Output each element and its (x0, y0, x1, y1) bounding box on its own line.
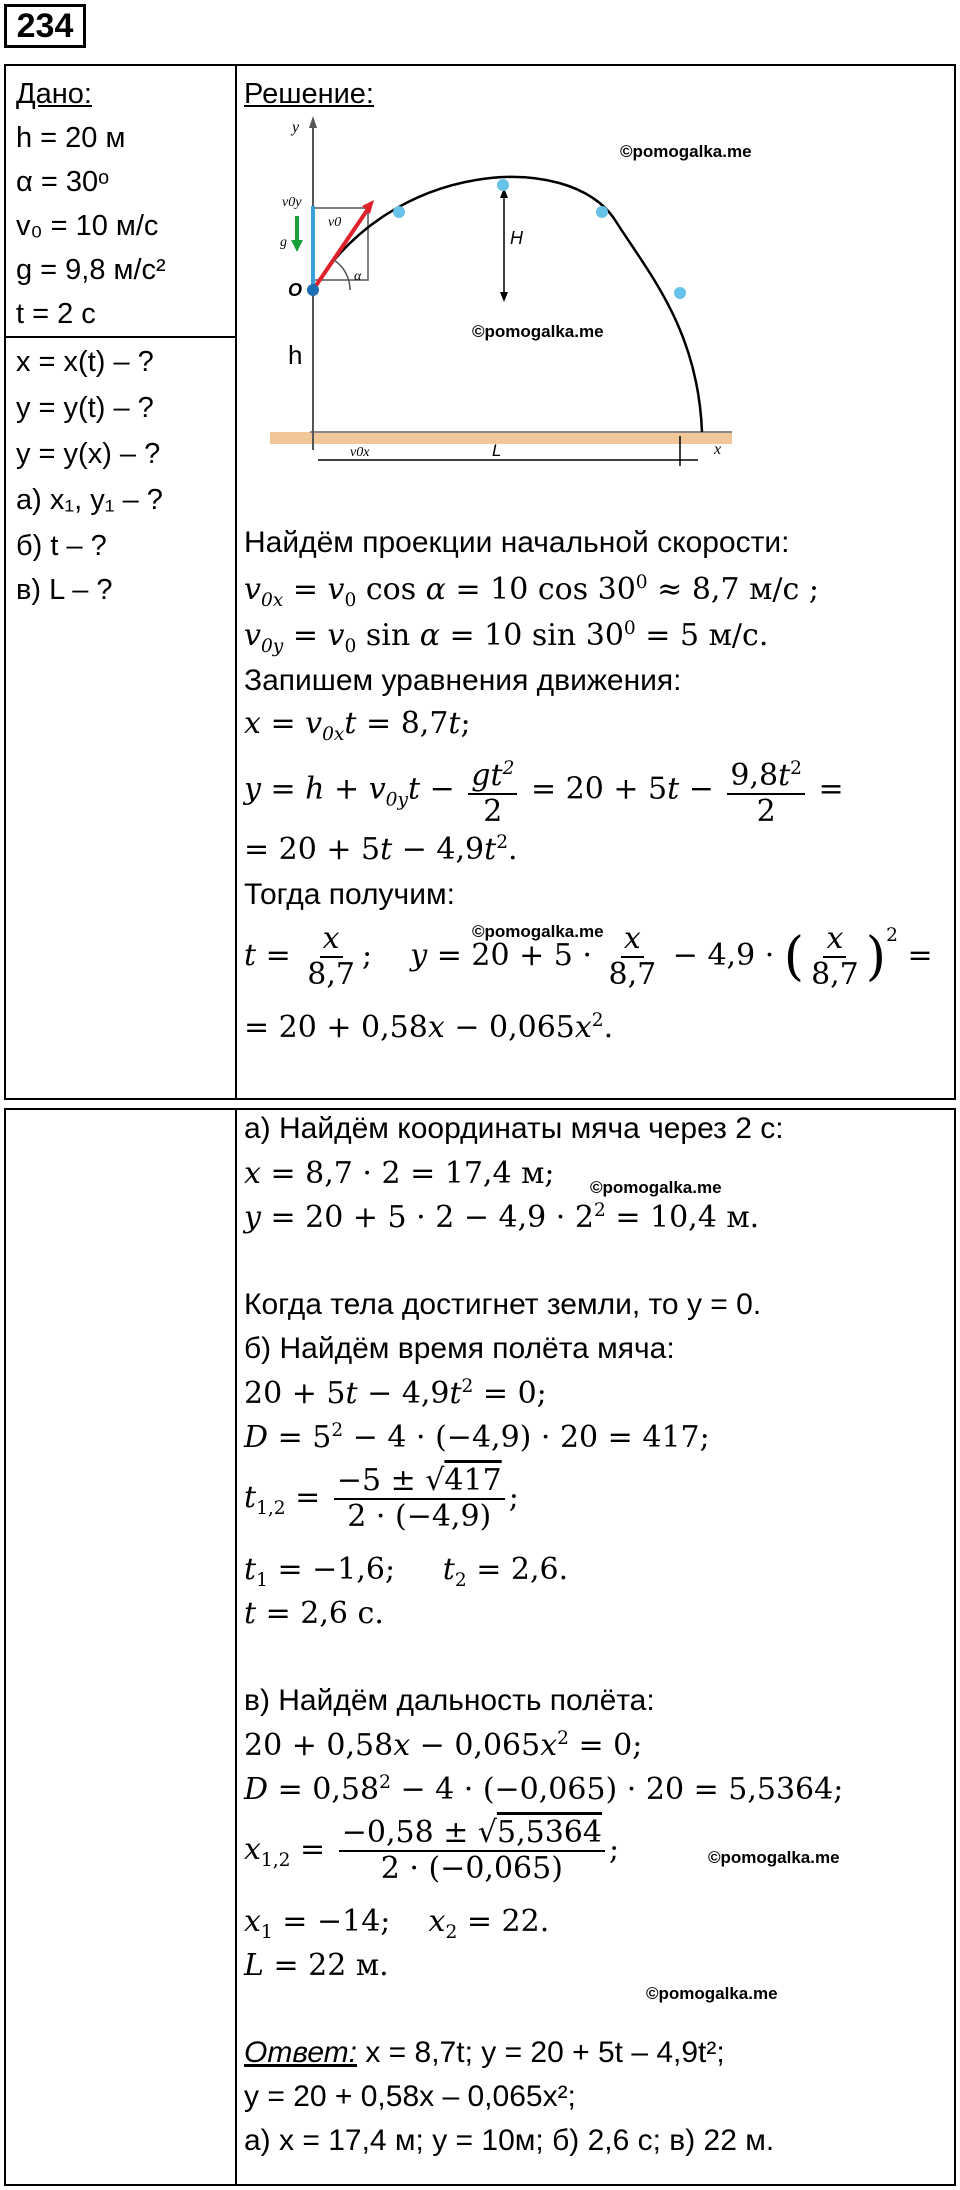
v0-vector (313, 206, 370, 290)
find-item: в) L – ? (16, 574, 113, 606)
formula-roots-t: $t_{1,2}$ = $\frac{-5 \pm √417}{2 \cdot (-4,9)}$ ; (244, 1463, 519, 1534)
formula-v0y: $v_{0y} = v_0$ sin α = 10 $\sin 30^0 = 5$ м/с. (244, 618, 769, 657)
L-label: L (492, 441, 502, 460)
h-label: h (288, 340, 303, 370)
bottom-table (4, 1108, 956, 2186)
formula-x-values: $x_1 = -14$; $x_2 = 22$. (244, 1904, 550, 1943)
part-a-heading: а) Найдём координаты мяча через 2 с: (244, 1112, 784, 1145)
top-table-divider (235, 64, 237, 1100)
find-item: б) t – ? (16, 530, 107, 562)
answer-line (244, 2036, 725, 2070)
formula-x-2s: x = 8,7 · 2 = 17,4 м; (244, 1156, 555, 1191)
trajectory-point (596, 206, 608, 218)
find-item: x = x(t) – ? (16, 346, 154, 378)
formula-y-t-result: = $20 + 5t - 4,9t^2$. (244, 832, 518, 867)
v0x-label: v0x (350, 445, 370, 460)
find-item: y = y(x) – ? (16, 438, 161, 470)
formula-y-2s: $y = 20 + 5 \cdot 2 - 4,9 \cdot 2^2 = 10,4$ м. (244, 1200, 760, 1235)
bottom-table-divider (235, 1108, 237, 2186)
formula-roots-x: $x_{1,2}$ = $\frac{-0,58 \pm √5,5364}{2 \cdot (-0,065)}$ ; (244, 1815, 620, 1886)
answer-line-2: y = 20 + 0,58x – 0,065x²; (244, 2080, 576, 2113)
find-item: y = y(t) – ? (16, 392, 154, 424)
formula-t-result: t = 2,6 с. (244, 1596, 384, 1631)
formula-L-result: L = 22 м. (244, 1948, 389, 1983)
given-value: v₀ = 10 м/с (16, 210, 159, 242)
trajectory-point (393, 206, 405, 218)
formula-y-t: $y = h + v_{0y}t$ − $\frac{gt^2}{2}$ = 20 + 5t − $\frac{9,8t^2}{2}$ = (244, 752, 844, 829)
trajectory-arc (313, 177, 702, 432)
find-item: а) x₁, y₁ – ? (16, 484, 163, 516)
g-label: g (280, 235, 287, 250)
x-axis-label: x (714, 441, 722, 458)
gravity-arrowhead (291, 240, 303, 252)
trajectory-point (674, 287, 686, 299)
given-value: t = 2 с (16, 298, 96, 330)
answer-label: Ответ: (244, 2036, 357, 2069)
answer-line-3: а) x = 17,4 м; y = 10м; б) 2,6 с; в) 22 м. (244, 2124, 775, 2157)
formula-discriminant-t: $D = 5^2 - 4 \cdot (-4,9) \cdot 20 = 417$; (244, 1420, 710, 1455)
given-value: h = 20 м (16, 122, 126, 154)
formula-x-t: $x = v_{0x}t = 8,7t$; (244, 706, 471, 745)
formula-v0x: $v_{0x} = v_0$ cos α = 10 $\cos 30^0 \approx 8,7$ м/с ; (244, 572, 819, 611)
trajectory-point (497, 179, 509, 191)
watermark: ©pomogalka.me (472, 322, 604, 341)
trajectory-point (307, 284, 319, 296)
watermark: ©pomogalka.me (590, 1178, 722, 1197)
step-then: Тогда получим: (244, 878, 455, 911)
step-projections: Найдём проекции начальной скорости: (244, 526, 790, 559)
watermark: ©pomogalka.me (472, 922, 604, 941)
angle-arc (334, 260, 350, 290)
H-label: H (510, 228, 523, 248)
alpha-label: α (354, 269, 362, 284)
part-c-heading: в) Найдём дальность полёта: (244, 1684, 655, 1717)
answer-text: x = 8,7t; y = 20 + 5t – 4,9t²; (357, 2036, 725, 2069)
formula-y-x: = $20 + 0,58x - 0,065x^2$. (244, 1010, 614, 1045)
problem-number: 234 (4, 4, 86, 48)
y-axis-arrow (309, 116, 317, 128)
formula-t-x: t = $\frac{x}{8,7}$ ; y = 20 + 5 · $\frac{x}{8,7}$ − 4,9 · ( $\frac{x}{8,7}$ )$^2$ = (244, 921, 933, 992)
height-marker-bottom (500, 292, 508, 302)
formula-discriminant-x: $D = 0,58^2 - 4 \cdot (-0,065) \cdot 20 = 5,5364$; (244, 1772, 844, 1807)
given-title: Дано: (16, 78, 92, 110)
formula-t-values: $t_1 = -1,6$; $t_2 = 2,6$. (244, 1552, 569, 1591)
formula-eq-t: $20 + 5t - 4,9t^2 = 0$; (244, 1376, 547, 1411)
trajectory-diagram (270, 110, 740, 470)
step-equations: Запишем уравнения движения: (244, 664, 682, 697)
given-value: α = 30ᵒ (16, 166, 110, 198)
solution-title: Решение: (244, 78, 374, 110)
y-axis-label: y (292, 119, 300, 136)
origin-label: O (288, 280, 303, 300)
v0y-label: v0y (282, 195, 302, 210)
v0-label: v0 (328, 215, 342, 230)
part-b-heading: б) Найдём время полёта мяча: (244, 1332, 675, 1365)
watermark: ©pomogalka.me (708, 1848, 840, 1867)
given-value: g = 9,8 м/с² (16, 254, 166, 286)
ground-note: Когда тела достигнет земли, то y = 0. (244, 1288, 762, 1321)
formula-eq-x: $20 + 0,58x - 0,065x^2 = 0$; (244, 1728, 643, 1763)
watermark: ©pomogalka.me (646, 1984, 778, 2003)
given-find-divider (4, 336, 237, 338)
watermark: ©pomogalka.me (620, 142, 752, 161)
